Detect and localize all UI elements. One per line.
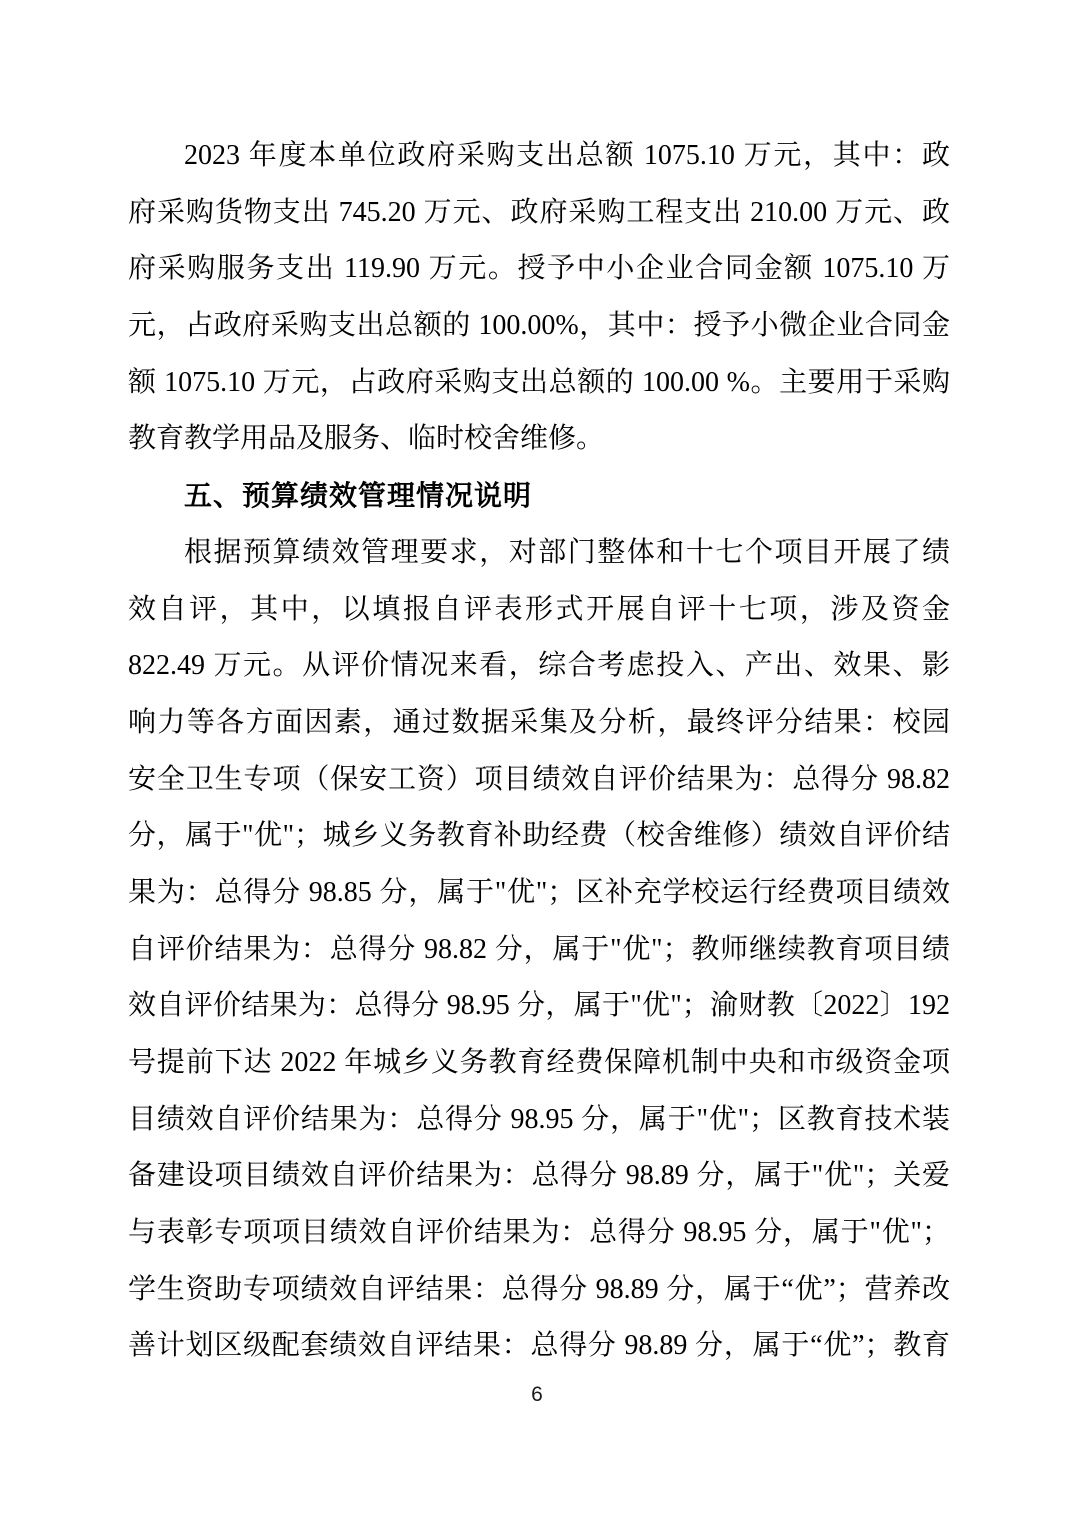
text-line: 果为：总得分 98.85 分，属于"优"；区补充学校运行经费项目绩效 [128,876,950,908]
text-line: 善计划区级配套绩效自评结果：总得分 98.89 分，属于“优”；教育 [128,1330,950,1362]
text-line: 分，属于"优"；城乡义务教育补助经费（校舍维修）绩效自评价结 [128,820,950,852]
text-line: 学生资助专项绩效自评结果：总得分 98.89 分，属于“优”；营养改 [128,1273,950,1305]
section-heading: 五、预算绩效管理情况说明 [184,480,533,512]
text-line: 2023 年度本单位政府采购支出总额 1075.10 万元，其中：政 [184,140,950,171]
text-line: 822.49 万元。从评价情况来看，综合考虑投入、产出、效果、影 [128,650,950,682]
text-line: 自评价结果为：总得分 98.82 分，属于"优"；教师继续教育项目绩 [128,933,950,965]
text-line: 额 1075.10 万元，占政府采购支出总额的 100.00 %。主要用于采购 [128,366,950,398]
document-body [128,128,950,1375]
text-line: 与表彰专项项目绩效自评价结果为：总得分 98.95 分，属于"优"； [128,1217,950,1249]
text-line: 府采购服务支出 119.90 万元。授予中小企业合同金额 1075.10 万 [128,253,950,285]
text-line: 备建设项目绩效自评价结果为：总得分 98.89 分，属于"优"；关爱 [128,1160,950,1192]
text-line: 效自评价结果为：总得分 98.95 分，属于"优"；渝财教〔2022〕192 [128,990,950,1022]
text-line: 府采购货物支出 745.20 万元、政府采购工程支出 210.00 万元、政 [128,196,950,228]
procurement-expenditure-paragraph [128,128,950,468]
text-line: 元，占政府采购支出总额的 100.00%，其中：授予小微企业合同金 [128,310,950,342]
text-line: 目绩效自评价结果为：总得分 98.95 分，属于"优"；区教育技术装 [128,1103,950,1135]
text-line: 号提前下达 2022 年城乡义务教育经费保障机制中央和市级资金项 [128,1047,950,1078]
text-line: 响力等各方面因素，通过数据采集及分析，最终评分结果：校园 [128,706,950,738]
text-line: 教育教学用品及服务、临时校舍维修。 [128,423,605,455]
text-line: 根据预算绩效管理要求，对部门整体和十七个项目开展了绩 [184,536,950,568]
page-number: 6 [531,1383,543,1406]
text-line: 效自评，其中，以填报自评表形式开展自评十七项，涉及资金 [128,593,950,625]
text-line: 安全卫生专项（保安工资）项目绩效自评价结果为：总得分 98.82 [128,763,950,795]
budget-performance-paragraph [128,525,950,1375]
